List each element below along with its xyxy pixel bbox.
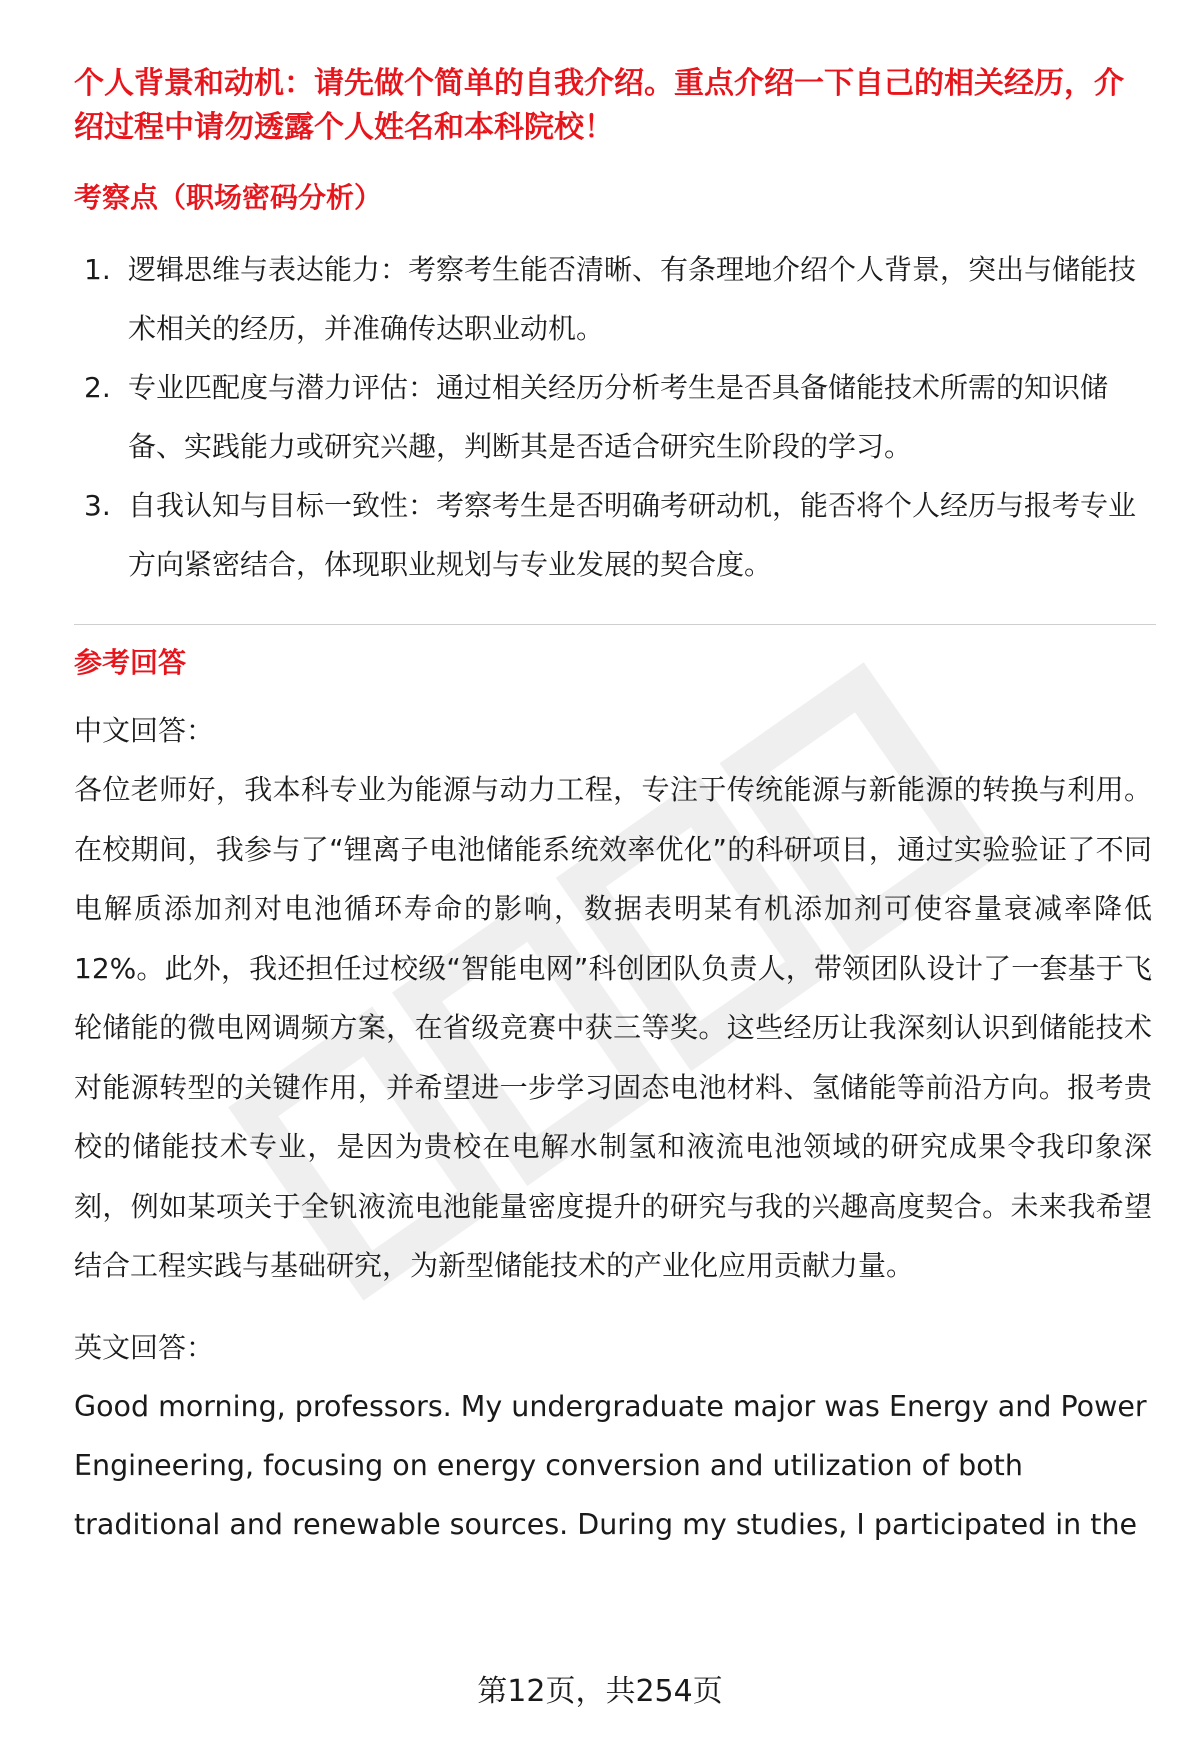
chinese-answer-text: 各位老师好，我本科专业为能源与动力工程，专注于传统能源与新能源的转换与利用。在校期间，我参与了“锂离子电池储能系统效率优化”的科研项目，通过实验验证了不同电解质添加剂对电池循环寿命的影响，数据表明某有机添加剂可使容量衰减率降低12%。此外，我还担任过校级“智能电网”科创团队负责人，带领团队设计了一套基于飞轮储能的微电网调频方案，在省级竞赛中获三等奖。这些经历让我深刻认识到储能技术对能源转型的关键作用，并希望进一步学习固态电池材料、氢储能等前沿方向。报考贵校的储能技术专业，是因为贵校在电解水制氢和液流电池领域的研究成果令我印象深刻，例如某项关于全钒液流电池能量密度提升的研究与我的兴趣高度契合。未来我希望结合工程实践与基础研究，为新型储能技术的产业化应用贡献力量。 xyxy=(74,773,1152,1282)
list-item-text: 逻辑思维与表达能力：考察考生能否清晰、有条理地介绍个人背景，突出与储能技术相关的经历，并准确传达职业动机。 xyxy=(128,253,1137,345)
question-heading: 个人背景和动机：请先做个简单的自我介绍。重点介绍一下自己的相关经历，介绍过程中请勿透露个人姓名和本科院校！ xyxy=(74,66,1124,145)
document-page xyxy=(74,62,1152,1554)
chinese-answer-label: 中文回答： xyxy=(74,714,215,747)
list-item xyxy=(74,240,1152,358)
list-item xyxy=(74,476,1152,594)
section-divider xyxy=(74,624,1156,625)
list-number: 2. xyxy=(84,371,111,404)
list-item xyxy=(74,358,1152,476)
list-item-text: 自我认知与目标一致性：考察考生是否明确考研动机，能否将个人经历与报考专业方向紧密结合，体现职业规划与专业发展的契合度。 xyxy=(128,489,1137,581)
list-number: 3. xyxy=(84,489,111,522)
list-number: 1. xyxy=(84,253,111,286)
reference-title: 参考回答 xyxy=(74,646,187,679)
english-answer-label: 英文回答： xyxy=(74,1330,215,1364)
page-number: 第12页，共254页 xyxy=(477,1674,723,1709)
assessment-title: 考察点（职场密码分析） xyxy=(74,181,383,214)
english-answer-text: Good morning, professors. My undergraduate major was Energy and Power Engineering, focusing on energy conversion and utilization of both traditional and renewable sources. During my studies, I participated in the xyxy=(74,1389,1147,1541)
assessment-list xyxy=(74,240,1152,594)
list-item-text: 专业匹配度与潜力评估：通过相关经历分析考生是否具备储能技术所需的知识储备、实践能力或研究兴趣，判断其是否适合研究生阶段的学习。 xyxy=(128,371,1109,463)
